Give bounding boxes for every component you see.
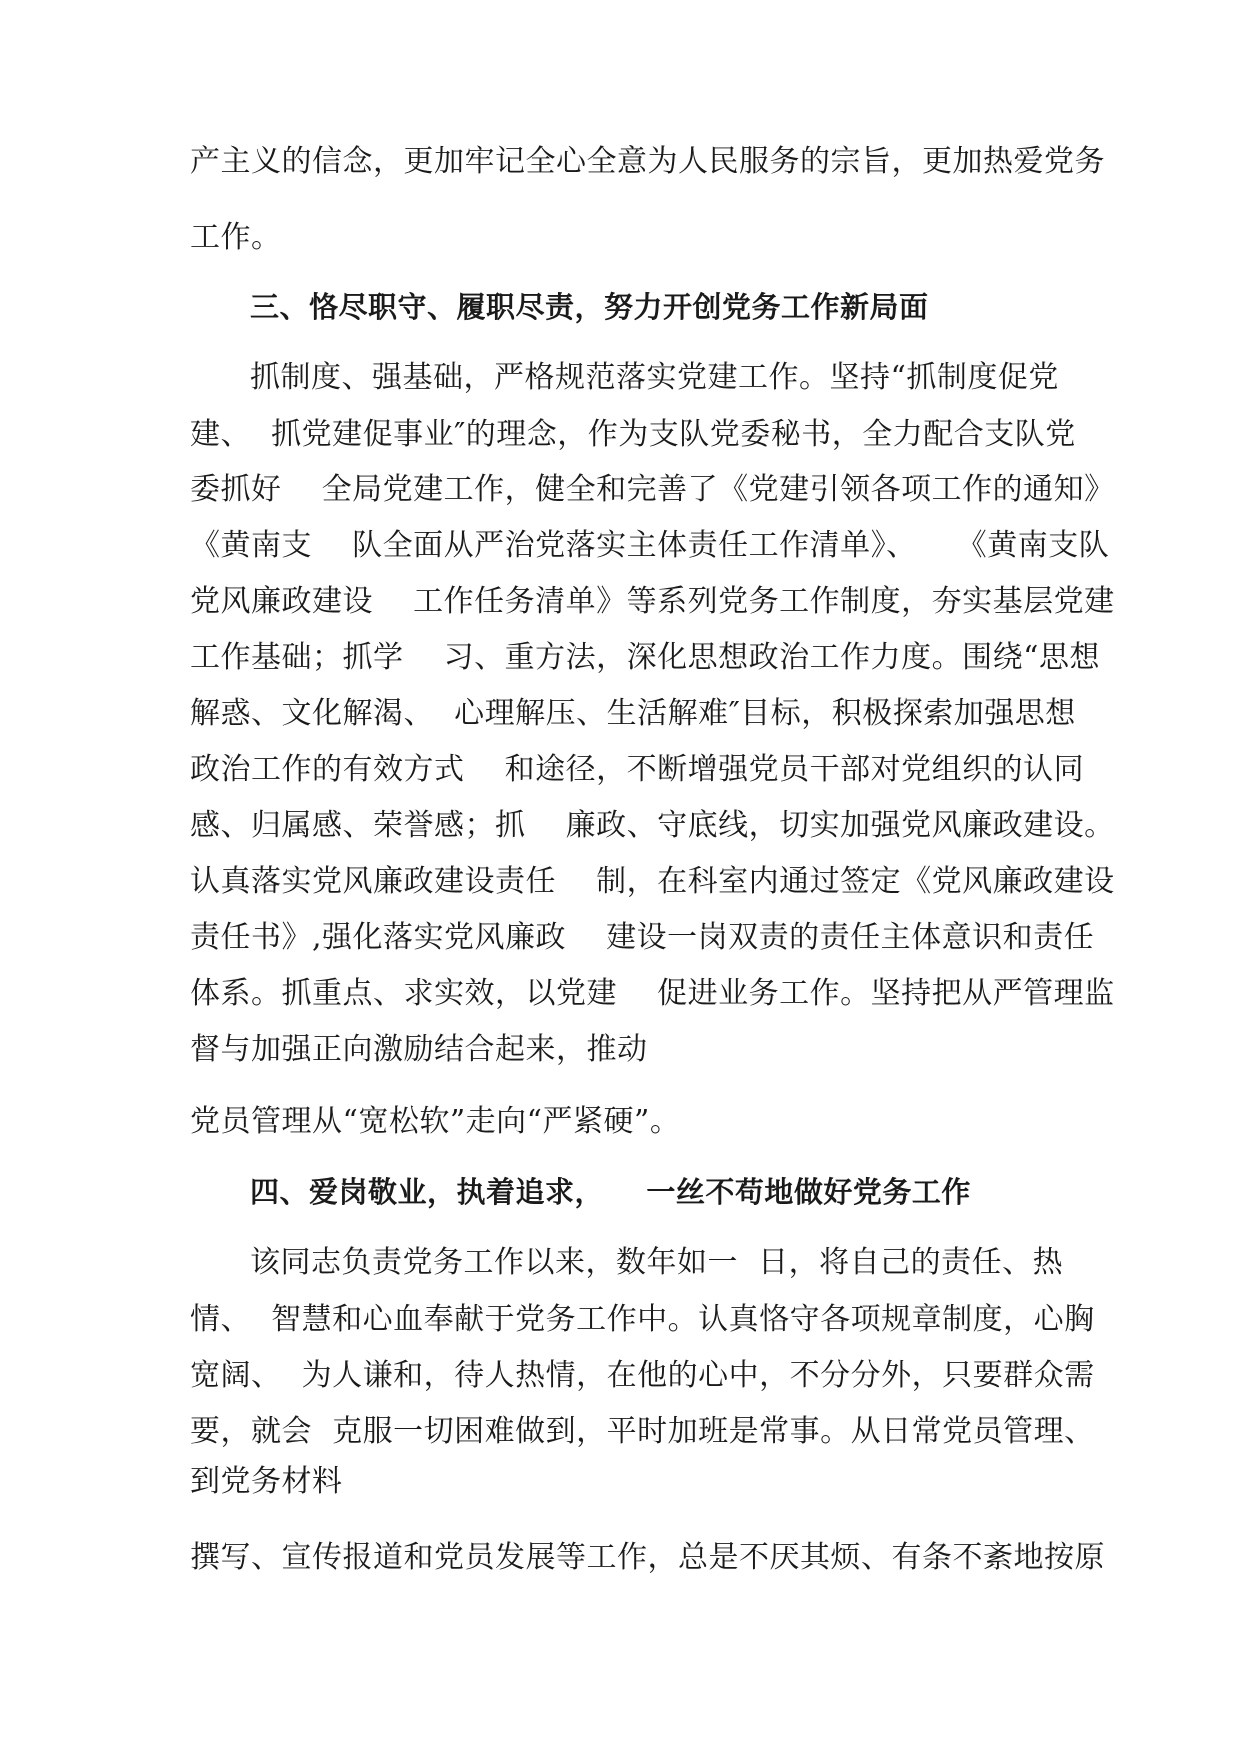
paragraph-line: 党风廉政建设 工作任务清单》等系列党务工作制度，夯实基层党建 <box>190 584 1115 619</box>
paragraph-line: 委抓好 全局党建工作，健全和完善了《党建引领各项工作的通知》 <box>190 472 1115 507</box>
section-heading-3: 三、恪尽职守、履职尽责，努力开创党务工作新局面 <box>250 290 929 324</box>
paragraph-line: 工作。 <box>190 220 282 255</box>
paragraph-line: 撰写、宣传报道和党员发展等工作，总是不厌其烦、有条不紊地按原 <box>190 1540 1105 1575</box>
paragraph-line: 政治工作的有效方式 和途径，不断增强党员干部对党组织的认同 <box>190 752 1085 787</box>
section-heading-4: 四、爱岗敬业，执着追求， 一丝不苟地做好党务工作 <box>250 1175 971 1209</box>
paragraph-line: 宽阔、 为人谦和，待人热情，在他的心中，不分分外，只要群众需 <box>190 1358 1095 1393</box>
paragraph-line: 抓制度、强基础，严格规范落实党建工作。坚持“抓制度促党 <box>250 360 1059 395</box>
paragraph-line: 工作基础；抓学 习、重方法，深化思想政治工作力度。围绕“思想 <box>190 640 1100 675</box>
paragraph-line: 产主义的信念，更加牢记全心全意为人民服务的宗旨，更加热爱党务 <box>190 144 1105 179</box>
paragraph-line: 要，就会 克服一切困难做到，平时加班是常事。从日常党员管理、 <box>190 1414 1095 1449</box>
paragraph-line: 体系。抓重点、求实效，以党建 促进业务工作。坚持把从严管理监 <box>190 976 1115 1011</box>
paragraph-line: 党员管理从“宽松软”走向“严紧硬”。 <box>190 1104 681 1139</box>
paragraph-line: 认真落实党风廉政建设责任 制，在科室内通过签定《党风廉政建设 <box>190 864 1115 899</box>
paragraph-line: 该同志负责党务工作以来，数年如一 日，将自己的责任、热 <box>250 1245 1064 1280</box>
paragraph-line: 解惑、文化解渴、 心理解压、生活解难″目标，积极探索加强思想 <box>190 696 1076 731</box>
paragraph-line: 督与加强正向激励结合起来，推动 <box>190 1032 648 1067</box>
paragraph-line: 建、 抓党建促事业″的理念，作为支队党委秘书，全力配合支队党 <box>190 417 1076 452</box>
paragraph-line: 感、归属感、荣誉感；抓 廉政、守底线，切实加强党风廉政建设。 <box>190 808 1115 843</box>
paragraph-line: 《黄南支 队全面从严治党落实主体责任工作清单》、 《黄南支队 <box>190 528 1110 563</box>
paragraph-line: 情、 智慧和心血奉献于党务工作中。认真恪守各项规章制度，心胸 <box>190 1302 1095 1337</box>
paragraph-line: 到党务材料 <box>190 1464 343 1499</box>
paragraph-line: 责任书》,强化落实党风廉政 建设一岗双责的责任主体意识和责任 <box>190 920 1095 955</box>
